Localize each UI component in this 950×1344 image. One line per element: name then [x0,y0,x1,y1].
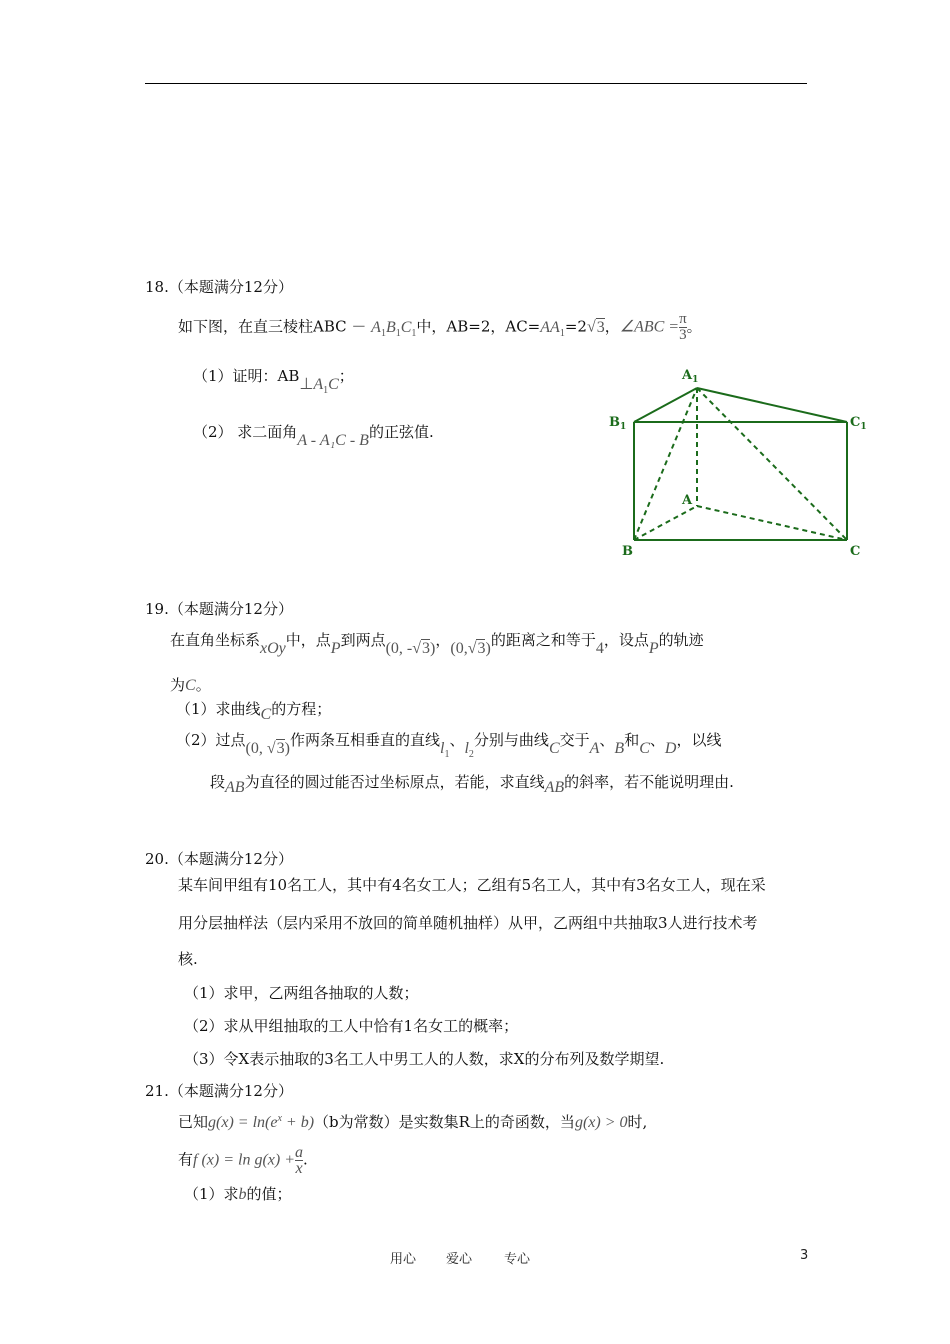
footer-text-3: 专心 [504,1252,531,1267]
q20-line3: 核. [178,950,198,968]
prism-figure [600,360,880,570]
label-A: A [682,493,693,508]
q20-part2: （2）求从甲组抽取的工人中恰有1名女工的概率； [184,1017,519,1035]
q19-line2: 为C。 [170,676,211,694]
footer-text-2: 爱心 [446,1252,473,1267]
label-A1: $A_1$ [682,368,699,385]
q21-header: 21.（本题满分12分） [145,1082,293,1100]
q20-part1: （1）求甲，乙两组各抽取的人数； [184,984,419,1002]
q18-part1: （1）证明：$AB\perp A_1C$； [193,367,354,396]
q21-line2: 有f (x) = ln g(x) + $\frac{a}{x}$ . [178,1144,308,1177]
q19-header: 19.（本题满分12分） [145,600,293,618]
q20-line2: 用分层抽样法（层内采用不放回的简单随机抽样）从甲，乙两组中共抽取3人进行技术考 [178,914,758,932]
label-C1: $C_1$ [850,415,867,432]
q19-line1: 在直角坐标系xOy中，点P到两点(0, -√3)，(0,√3)的距离之和等于4，设点P的轨迹 [170,631,704,657]
q18-header: 18.（本题满分12分） [145,278,293,296]
q21-line1: 已知$g(x) = \ln(e^x + b)(b$为常数）是实数集R上的奇函数，当g(x) > 0时, [178,1113,648,1131]
q20-line1: 某车间甲组有10名工人，其中有4名女工人；乙组有5名工人，其中有3名女工人，现在采 [178,876,766,894]
q19-part2-cont: 段AB为直径的圆过能否过坐标原点，若能，求直线AB的斜率，若不能说明理由. [210,773,734,796]
header-rule [145,83,807,84]
q20-part3: （3）令X表示抽取的3名工人中男工人的人数，求X的分布列及数学期望. [184,1050,665,1068]
footer-text-1: 用心 [390,1252,417,1267]
q18-intro: 如下图，在直三棱柱ABC － $A_1B_1C_1$中，AB=2，$AC=AA_1=2√3$，∠ABC = $\frac{\pi}{3}$ 。 [178,311,702,343]
label-B: B [622,544,633,559]
label-C: C [850,544,861,559]
page-number: 3 [800,1248,809,1263]
q21-part1: （1）求b的值； [184,1185,292,1203]
label-B1: $B_1$ [609,415,627,432]
q19-part1: （1）求曲线C的方程； [176,700,332,723]
q18-part2: （2） 求二面角A - A₁C - B的正弦值. [193,423,434,449]
q20-header: 20.（本题满分12分） [145,850,293,868]
q19-part2: （2）过点(0, √3)作两条互相垂直的直线$l_1$、$l_2$分别与曲线C交于A、B和C、D，以线 [176,731,722,760]
